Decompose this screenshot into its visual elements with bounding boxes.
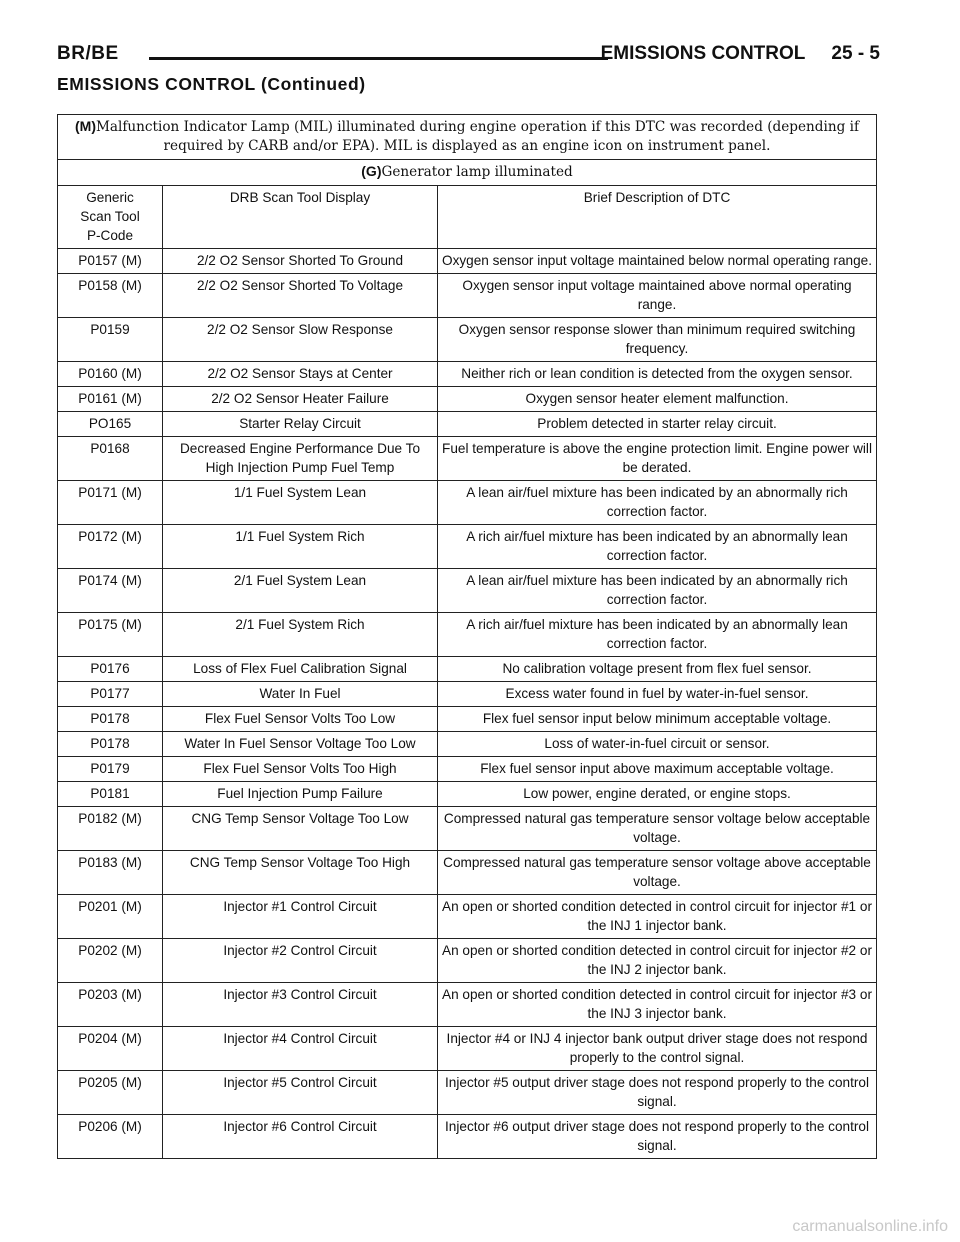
- note-row-m: [58, 115, 877, 160]
- description-cell: Low power, engine derated, or engine stops.: [438, 782, 877, 807]
- description-cell: Fuel temperature is above the engine protection limit. Engine power will be derated.: [438, 437, 877, 481]
- drb-display-cell: Injector #5 Control Circuit: [163, 1071, 438, 1115]
- table-row: [58, 274, 877, 318]
- table-row: [58, 613, 877, 657]
- section-title: EMISSIONS CONTROL (Continued): [57, 74, 366, 94]
- drb-display-cell: 2/2 O2 Sensor Stays at Center: [163, 362, 438, 387]
- description-cell: Neither rich or lean condition is detected from the oxygen sensor.: [438, 362, 877, 387]
- description-cell: Oxygen sensor response slower than minimum required switching frequency.: [438, 318, 877, 362]
- dtc-code-cell: P0158 (M): [58, 274, 163, 318]
- table-row: [58, 757, 877, 782]
- note-g-text: Generator lamp illuminated: [381, 164, 573, 180]
- table-row: [58, 1071, 877, 1115]
- description-cell: An open or shorted condition detected in control circuit for injector #1 or the INJ 1 injector bank.: [438, 895, 877, 939]
- watermark: carmanualsonline.info: [792, 1218, 948, 1235]
- drb-display-cell: Flex Fuel Sensor Volts Too Low: [163, 707, 438, 732]
- dtc-code-cell: P0183 (M): [58, 851, 163, 895]
- dtc-code-cell: P0171 (M): [58, 481, 163, 525]
- table-row: [58, 481, 877, 525]
- dtc-code-cell: P0201 (M): [58, 895, 163, 939]
- table-row: [58, 1027, 877, 1071]
- dtc-code-cell: P0160 (M): [58, 362, 163, 387]
- drb-display-cell: Loss of Flex Fuel Calibration Signal: [163, 657, 438, 682]
- note-m: [58, 115, 877, 160]
- dtc-code-cell: P0175 (M): [58, 613, 163, 657]
- table-row: [58, 657, 877, 682]
- col-header-display: DRB Scan Tool Display: [163, 186, 438, 249]
- col-header-code: Generic Scan Tool P-Code: [58, 186, 163, 249]
- dtc-code-cell: P0168: [58, 437, 163, 481]
- header-title: EMISSIONS CONTROL: [600, 43, 806, 64]
- dtc-code-cell: P0159: [58, 318, 163, 362]
- drb-display-cell: Injector #6 Control Circuit: [163, 1115, 438, 1159]
- note-m-text: Malfunction Indicator Lamp (MIL) illuminated during engine operation if this DTC was recorded (depending if required by CARB and/or EPA). MIL is displayed as an engine icon on instrument panel.: [96, 119, 859, 154]
- description-cell: A rich air/fuel mixture has been indicated by an abnormally lean correction factor.: [438, 613, 877, 657]
- drb-display-cell: 1/1 Fuel System Lean: [163, 481, 438, 525]
- description-cell: Excess water found in fuel by water-in-fuel sensor.: [438, 682, 877, 707]
- drb-display-cell: Decreased Engine Performance Due To High Injection Pump Fuel Temp: [163, 437, 438, 481]
- header-model: BR/BE: [57, 43, 119, 64]
- description-cell: No calibration voltage present from flex fuel sensor.: [438, 657, 877, 682]
- header-page-number: 25 - 5: [831, 43, 880, 64]
- drb-display-cell: CNG Temp Sensor Voltage Too High: [163, 851, 438, 895]
- dtc-code-cell: P0203 (M): [58, 983, 163, 1027]
- description-cell: Injector #4 or INJ 4 injector bank output driver stage does not respond properly to the control signal.: [438, 1027, 877, 1071]
- table-row: [58, 682, 877, 707]
- table-row: [58, 437, 877, 481]
- drb-display-cell: 1/1 Fuel System Rich: [163, 525, 438, 569]
- note-g-symbol: (G): [361, 163, 382, 179]
- drb-display-cell: Flex Fuel Sensor Volts Too High: [163, 757, 438, 782]
- table-row: [58, 387, 877, 412]
- note-m-symbol: (M): [75, 118, 96, 134]
- dtc-code-cell: P0178: [58, 707, 163, 732]
- table-row: [58, 318, 877, 362]
- drb-display-cell: Injector #3 Control Circuit: [163, 983, 438, 1027]
- drb-display-cell: 2/2 O2 Sensor Heater Failure: [163, 387, 438, 412]
- table-row: [58, 895, 877, 939]
- description-cell: Injector #5 output driver stage does not respond properly to the control signal.: [438, 1071, 877, 1115]
- description-cell: Flex fuel sensor input above maximum acceptable voltage.: [438, 757, 877, 782]
- page-header: [57, 38, 880, 78]
- dtc-code-cell: P0177: [58, 682, 163, 707]
- table-row: [58, 732, 877, 757]
- table-row: [58, 851, 877, 895]
- col-header-desc: Brief Description of DTC: [438, 186, 877, 249]
- table-row: [58, 939, 877, 983]
- description-cell: Compressed natural gas temperature sensor voltage below acceptable voltage.: [438, 807, 877, 851]
- dtc-code-cell: P0206 (M): [58, 1115, 163, 1159]
- description-cell: Injector #6 output driver stage does not respond properly to the control signal.: [438, 1115, 877, 1159]
- description-cell: Flex fuel sensor input below minimum acceptable voltage.: [438, 707, 877, 732]
- description-cell: Loss of water-in-fuel circuit or sensor.: [438, 732, 877, 757]
- description-cell: A lean air/fuel mixture has been indicated by an abnormally rich correction factor.: [438, 481, 877, 525]
- dtc-code-cell: P0204 (M): [58, 1027, 163, 1071]
- header-rule: [149, 57, 608, 60]
- dtc-code-cell: P0182 (M): [58, 807, 163, 851]
- header-right: [601, 43, 880, 65]
- description-cell: Oxygen sensor input voltage maintained below normal operating range.: [438, 249, 877, 274]
- dtc-code-cell: P0172 (M): [58, 525, 163, 569]
- drb-display-cell: Injector #4 Control Circuit: [163, 1027, 438, 1071]
- description-cell: A lean air/fuel mixture has been indicated by an abnormally rich correction factor.: [438, 569, 877, 613]
- drb-display-cell: Water In Fuel: [163, 682, 438, 707]
- dtc-code-cell: P0157 (M): [58, 249, 163, 274]
- drb-display-cell: Fuel Injection Pump Failure: [163, 782, 438, 807]
- dtc-code-cell: P0205 (M): [58, 1071, 163, 1115]
- note-row-g: [58, 160, 877, 186]
- table-row: [58, 362, 877, 387]
- table-row: [58, 782, 877, 807]
- drb-display-cell: Starter Relay Circuit: [163, 412, 438, 437]
- description-cell: Oxygen sensor input voltage maintained above normal operating range.: [438, 274, 877, 318]
- dtc-table: [57, 114, 877, 1159]
- dtc-code-cell: P0181: [58, 782, 163, 807]
- dtc-code-cell: P0161 (M): [58, 387, 163, 412]
- table-row: [58, 983, 877, 1027]
- drb-display-cell: 2/2 O2 Sensor Shorted To Voltage: [163, 274, 438, 318]
- drb-display-cell: 2/2 O2 Sensor Slow Response: [163, 318, 438, 362]
- description-cell: Compressed natural gas temperature sensor voltage above acceptable voltage.: [438, 851, 877, 895]
- description-cell: Oxygen sensor heater element malfunction.: [438, 387, 877, 412]
- drb-display-cell: Injector #2 Control Circuit: [163, 939, 438, 983]
- dtc-code-cell: P0178: [58, 732, 163, 757]
- description-cell: A rich air/fuel mixture has been indicated by an abnormally lean correction factor.: [438, 525, 877, 569]
- table-row: [58, 249, 877, 274]
- column-header-row: [58, 186, 877, 249]
- description-cell: An open or shorted condition detected in control circuit for injector #3 or the INJ 3 injector bank.: [438, 983, 877, 1027]
- dtc-code-cell: PO165: [58, 412, 163, 437]
- drb-display-cell: 2/1 Fuel System Lean: [163, 569, 438, 613]
- dtc-code-cell: P0202 (M): [58, 939, 163, 983]
- description-cell: Problem detected in starter relay circuit.: [438, 412, 877, 437]
- table-row: [58, 707, 877, 732]
- table-row: [58, 569, 877, 613]
- dtc-code-cell: P0179: [58, 757, 163, 782]
- drb-display-cell: 2/1 Fuel System Rich: [163, 613, 438, 657]
- table-row: [58, 1115, 877, 1159]
- drb-display-cell: 2/2 O2 Sensor Shorted To Ground: [163, 249, 438, 274]
- note-g: [58, 160, 877, 186]
- table-row: [58, 807, 877, 851]
- table-row: [58, 525, 877, 569]
- table-row: [58, 412, 877, 437]
- drb-display-cell: Injector #1 Control Circuit: [163, 895, 438, 939]
- dtc-code-cell: P0174 (M): [58, 569, 163, 613]
- drb-display-cell: Water In Fuel Sensor Voltage Too Low: [163, 732, 438, 757]
- description-cell: An open or shorted condition detected in control circuit for injector #2 or the INJ 2 injector bank.: [438, 939, 877, 983]
- drb-display-cell: CNG Temp Sensor Voltage Too Low: [163, 807, 438, 851]
- dtc-code-cell: P0176: [58, 657, 163, 682]
